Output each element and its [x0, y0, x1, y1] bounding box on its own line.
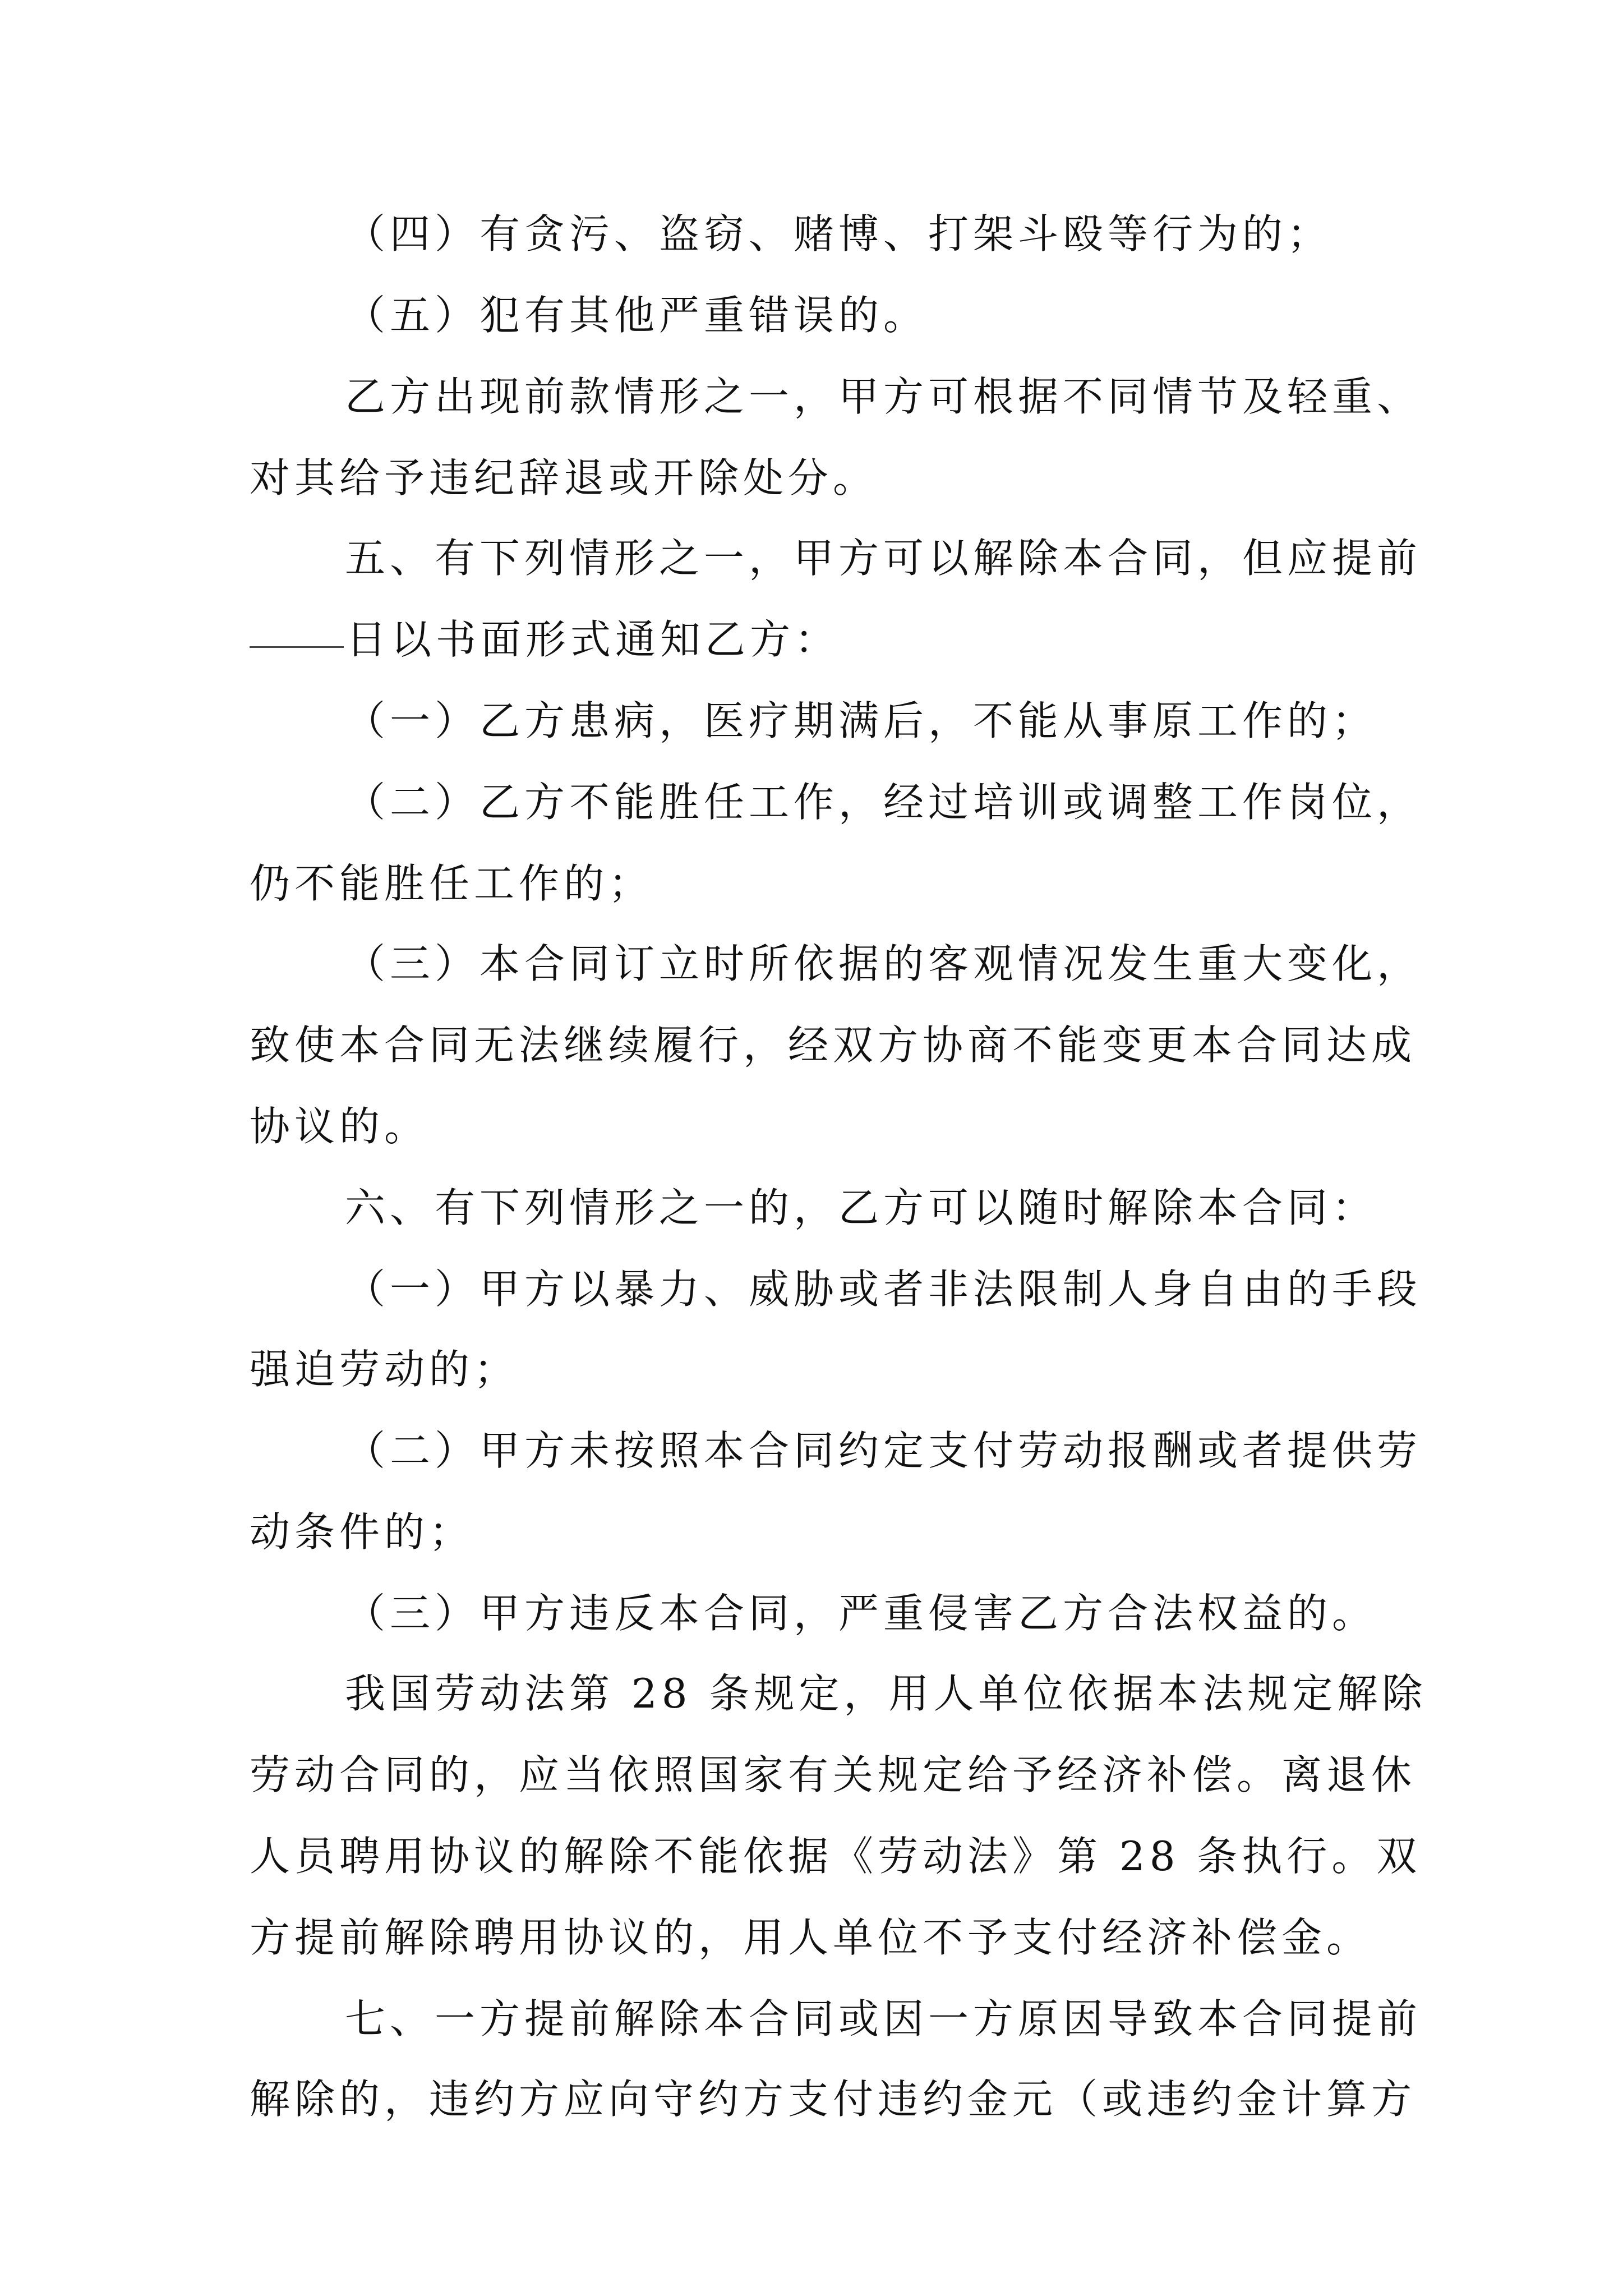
- text-line: 致使本合同无法继续履行，经双方协商不能变更本合同达成: [250, 1022, 1417, 1069]
- text-line-with-blank: [250, 613, 840, 666]
- text-line: 五、有下列情形之一，甲方可以解除本合同，但应提前: [345, 535, 1422, 582]
- text-line: 乙方出现前款情形之一，甲方可根据不同情节及轻重、: [345, 373, 1422, 420]
- text-line: 方提前解除聘用协议的，用人单位不予支付经济补偿金。: [250, 1914, 1372, 1961]
- fill-in-blank: [250, 645, 344, 648]
- text-line: （五）犯有其他严重错误的。: [345, 292, 929, 339]
- text-line: 七、一方提前解除本合同或因一方原因导致本合同提前: [345, 1995, 1422, 2042]
- text-line: 协议的。: [250, 1103, 430, 1150]
- text-line: （一）乙方患病，医疗期满后，不能从事原工作的；: [345, 697, 1377, 744]
- text-line: 六、有下列情形之一的，乙方可以随时解除本合同：: [345, 1184, 1377, 1231]
- text-line: 动条件的；: [250, 1508, 474, 1556]
- text-line: 人员聘用协议的解除不能依据《劳动法》第 28 条执行。双: [250, 1833, 1422, 1880]
- text-segment: 日以书面形式通知乙方：: [346, 616, 840, 663]
- text-line: 仍不能胜任工作的；: [250, 860, 654, 907]
- text-line: （一）甲方以暴力、威胁或者非法限制人身自由的手段: [345, 1266, 1422, 1313]
- text-line: 我国劳动法第 28 条规定，用人单位依据本法规定解除: [345, 1670, 1427, 1717]
- text-line: （三）甲方违反本合同，严重侵害乙方合法权益的。: [345, 1590, 1377, 1637]
- text-line: （二）乙方不能胜任工作，经过培训或调整工作岗位，: [345, 779, 1422, 826]
- text-line: 解除的，违约方应向守约方支付违约金元（或违约金计算方: [250, 2076, 1417, 2123]
- text-line: 劳动合同的，应当依照国家有关规定给予经济补偿。离退休: [250, 1751, 1417, 1798]
- text-line: 对其给予违纪辞退或开除处分。: [250, 454, 878, 501]
- text-line: （二）甲方未按照本合同约定支付劳动报酬或者提供劳: [345, 1427, 1422, 1474]
- text-line: 强迫劳动的；: [250, 1346, 519, 1393]
- text-line: （四）有贪污、盗窃、赌博、打架斗殴等行为的；: [345, 210, 1332, 257]
- text-line: （三）本合同订立时所依据的客观情况发生重大变化，: [345, 940, 1422, 987]
